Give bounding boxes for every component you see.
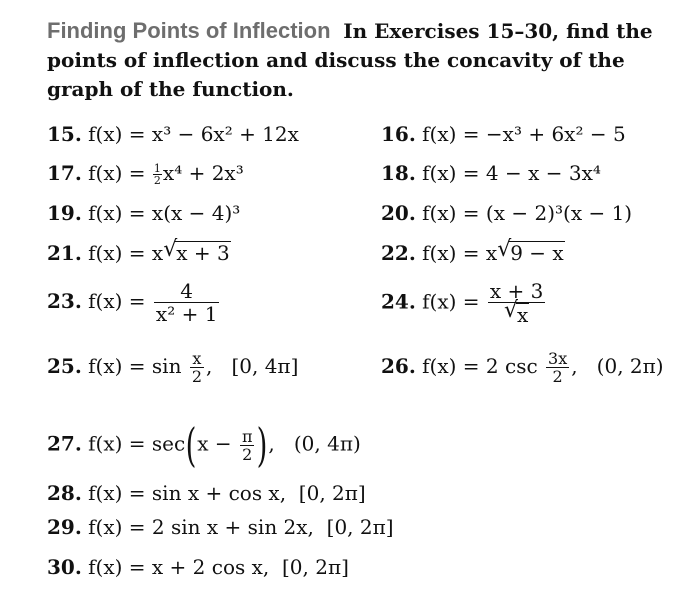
exercise-29 bbox=[47, 515, 394, 539]
exercise-25: 25. f(x) = sin $\frac{x}{2}$ , [0, 4π] bbox=[47, 349, 299, 386]
exercise-number: 20. bbox=[381, 201, 416, 225]
fraction-denominator: 2 bbox=[242, 444, 253, 464]
function-lhs: f(x) = bbox=[88, 122, 146, 146]
instructions-text: In Exercises 15–30, find the points of inflection and discuss the concavity of the graph of the function. bbox=[47, 19, 653, 101]
left-paren: ( bbox=[185, 418, 197, 472]
radicand: 9 − x bbox=[510, 241, 564, 265]
trig-function: sin bbox=[151, 354, 182, 378]
radicand: x + 3 bbox=[176, 241, 230, 265]
fraction-denominator: x² + 1 bbox=[155, 302, 218, 326]
exercise-number: 28. bbox=[47, 481, 82, 505]
function-expression: x³ − 6x² + 12x bbox=[151, 122, 299, 146]
section-title: Finding Points of Inflection bbox=[47, 18, 331, 43]
exercise-number: 24. bbox=[381, 289, 416, 314]
inner-expression: x − bbox=[197, 431, 232, 456]
fraction-denominator: 2 bbox=[191, 367, 203, 386]
fraction bbox=[488, 280, 545, 326]
exercise-number: 29. bbox=[47, 515, 82, 539]
exercise-30 bbox=[47, 555, 349, 579]
function-expression: −x³ + 6x² − 5 bbox=[485, 122, 626, 146]
function-expression: 2 sin x + sin 2x, bbox=[151, 515, 314, 539]
interval: (0, 4π) bbox=[293, 431, 361, 456]
exercise-number: 21. bbox=[47, 241, 82, 265]
exercise-number: 17. bbox=[47, 161, 82, 185]
exercise-23 bbox=[47, 280, 221, 325]
trig-function: sec bbox=[151, 431, 186, 456]
exercise-16 bbox=[381, 122, 626, 146]
function-lhs: f(x) = bbox=[88, 431, 146, 456]
square-root: √ 9 − x bbox=[497, 237, 564, 265]
exercise-18 bbox=[381, 161, 601, 185]
function-lhs: f(x) = bbox=[88, 481, 146, 505]
interval: [0, 2π] bbox=[298, 481, 366, 505]
exercise-number: 18. bbox=[381, 161, 416, 185]
exercise-number: 16. bbox=[381, 122, 416, 146]
function-lhs: f(x) = bbox=[88, 515, 146, 539]
exercise-17 bbox=[47, 161, 244, 186]
exercise-24 bbox=[381, 280, 547, 326]
function-lhs: f(x) = bbox=[422, 241, 480, 265]
exercise-number: 19. bbox=[47, 201, 82, 225]
square-root: √ x bbox=[504, 298, 529, 327]
fraction-numerator: 1 bbox=[153, 162, 161, 175]
fraction bbox=[154, 280, 220, 325]
interval: (0, 2π) bbox=[596, 354, 664, 378]
right-paren: ) bbox=[257, 418, 268, 472]
exercise-number: 30. bbox=[47, 555, 82, 579]
function-lhs: f(x) = bbox=[88, 354, 146, 378]
exercise-number: 15. bbox=[47, 122, 82, 146]
fraction bbox=[190, 350, 204, 385]
interval: [0, 2π] bbox=[281, 555, 349, 579]
fraction-numerator: 3x bbox=[548, 349, 568, 368]
exercise-28 bbox=[47, 481, 366, 505]
function-lhs: f(x) = bbox=[422, 122, 480, 146]
factor: x bbox=[485, 241, 498, 265]
interval: [0, 2π] bbox=[326, 515, 394, 539]
fraction bbox=[546, 350, 569, 385]
trig-function: 2 csc bbox=[485, 354, 538, 378]
function-expression: x + 2 cos x, bbox=[151, 555, 270, 579]
fraction-denominator: 2 bbox=[153, 174, 161, 187]
function-expression: x(x − 4)³ bbox=[151, 201, 241, 225]
function-lhs: f(x) = bbox=[88, 241, 146, 265]
fraction-numerator: x bbox=[190, 350, 204, 368]
function-lhs: f(x) = bbox=[422, 289, 480, 314]
function-lhs: f(x) = bbox=[88, 289, 146, 313]
function-expression: x⁴ + 2x³ bbox=[162, 161, 244, 185]
function-lhs: f(x) = bbox=[88, 161, 146, 185]
exercise-20 bbox=[381, 201, 632, 225]
exercise-21 bbox=[47, 237, 231, 265]
exercise-15 bbox=[47, 122, 299, 146]
exercise-number: 25. bbox=[47, 354, 82, 378]
fraction bbox=[153, 163, 162, 186]
interval: [0, 4π] bbox=[231, 354, 299, 378]
exercise-number: 23. bbox=[47, 289, 82, 313]
exercise-26: 26. f(x) = 2 csc $\frac{3x}{2}$ , (0, 2π) bbox=[381, 349, 664, 386]
fraction-denominator bbox=[488, 298, 545, 327]
function-lhs: f(x) = bbox=[422, 354, 480, 378]
function-expression: (x − 2)³(x − 1) bbox=[485, 201, 633, 225]
radicand: x bbox=[517, 303, 529, 327]
fraction-numerator: π bbox=[241, 426, 253, 446]
function-lhs: f(x) = bbox=[422, 201, 480, 225]
square-root: √ x + 3 bbox=[163, 237, 230, 265]
function-lhs: f(x) = bbox=[88, 555, 146, 579]
exercise-19 bbox=[47, 201, 240, 225]
fraction-denominator: 2 bbox=[552, 367, 563, 386]
function-expression: 4 − x − 3x⁴ bbox=[485, 161, 601, 185]
exercise-22 bbox=[381, 237, 565, 265]
function-lhs: f(x) = bbox=[88, 201, 146, 225]
exercise-27: 27. f(x) = sec(x − $\frac{\pi}{2}$ ), (0, 4π) bbox=[47, 418, 361, 472]
factor: x bbox=[151, 241, 164, 265]
function-lhs: f(x) = bbox=[422, 161, 480, 185]
fraction-numerator: 4 bbox=[154, 280, 220, 303]
function-expression: sin x + cos x, bbox=[151, 481, 287, 505]
exercise-header bbox=[47, 16, 677, 104]
fraction-numerator: x + 3 bbox=[489, 279, 544, 303]
exercise-number: 26. bbox=[381, 354, 416, 378]
exercise-number: 22. bbox=[381, 241, 416, 265]
exercise-number: 27. bbox=[47, 431, 82, 456]
fraction bbox=[240, 428, 255, 463]
